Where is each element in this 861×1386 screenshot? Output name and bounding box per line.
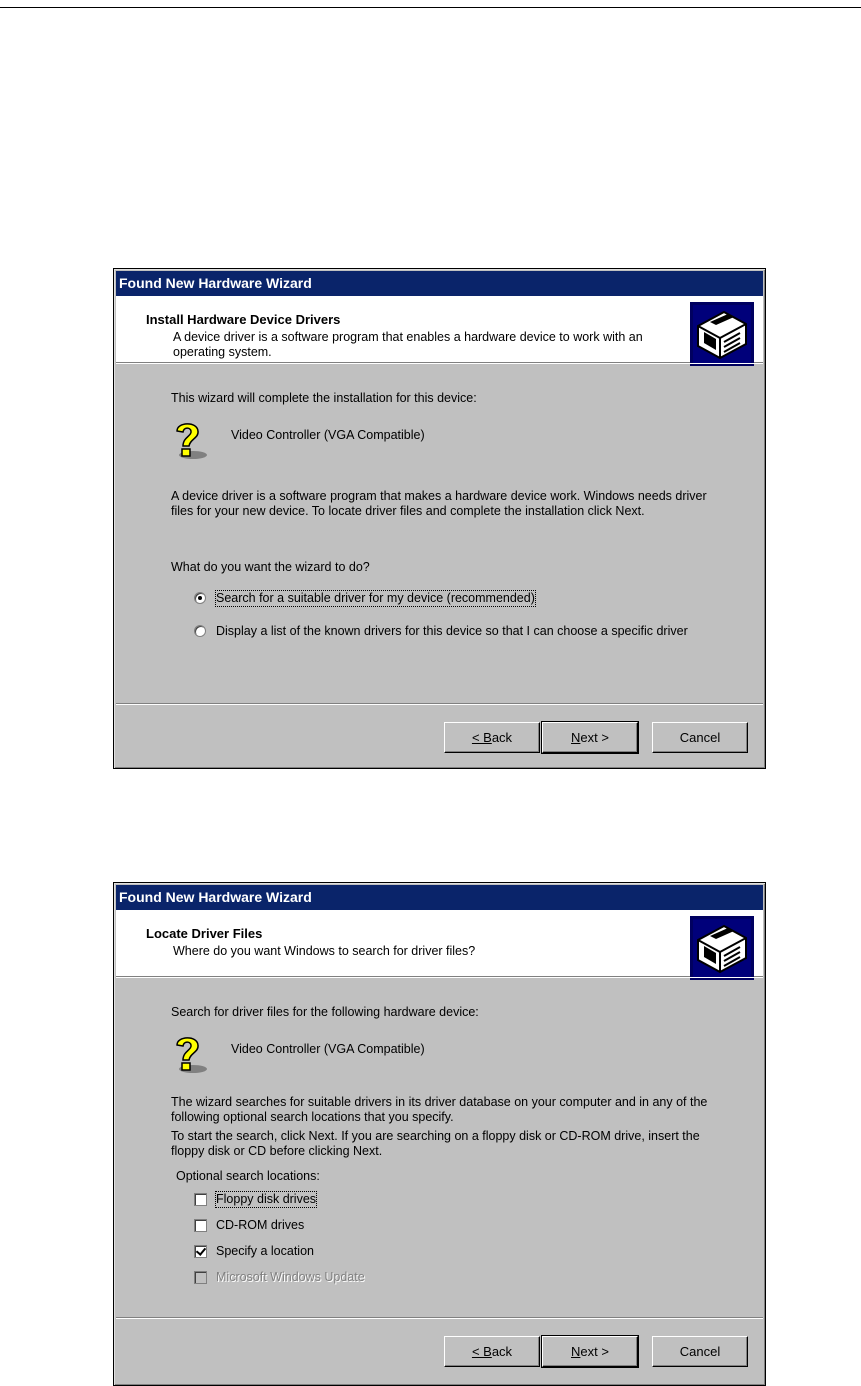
checkbox-cdrom[interactable] bbox=[194, 1218, 494, 1234]
radio-button-selected[interactable] bbox=[194, 592, 206, 604]
checkbox-label: Microsoft Windows Update bbox=[216, 1270, 365, 1284]
option-display-list[interactable] bbox=[194, 624, 714, 656]
checkbox-windows-update bbox=[194, 1270, 494, 1286]
checkbox-disabled bbox=[194, 1271, 207, 1284]
back-button[interactable]: < Back bbox=[444, 722, 540, 753]
wizard-header bbox=[116, 296, 763, 363]
checkbox[interactable] bbox=[194, 1219, 207, 1232]
footer-separator bbox=[116, 703, 763, 705]
checkbox-specify-location[interactable] bbox=[194, 1244, 494, 1260]
page-top-rule bbox=[0, 7, 861, 8]
header-title: Install Hardware Device Drivers bbox=[146, 312, 341, 327]
checkbox-label: Floppy disk drives bbox=[216, 1192, 317, 1206]
unknown-device-question-icon bbox=[171, 419, 209, 463]
locations-label: Optional search locations: bbox=[176, 1169, 320, 1183]
device-name: Video Controller (VGA Compatible) bbox=[231, 428, 425, 442]
wizard-dialog-install-drivers bbox=[113, 268, 766, 769]
hardware-wizard-icon bbox=[690, 916, 754, 980]
checkbox-label: Specify a location bbox=[216, 1244, 314, 1258]
wizard-header bbox=[116, 910, 763, 977]
cancel-button[interactable]: Cancel bbox=[652, 1336, 748, 1367]
next-button[interactable]: Next > bbox=[542, 722, 638, 753]
checkbox[interactable] bbox=[194, 1193, 207, 1206]
back-button[interactable]: < Back bbox=[444, 1336, 540, 1367]
wizard-dialog-locate-files bbox=[113, 882, 766, 1386]
header-title: Locate Driver Files bbox=[146, 926, 263, 941]
header-subtitle: A device driver is a software program that enables a hardware device to work with an operating system. bbox=[173, 330, 643, 359]
checkbox-floppy[interactable] bbox=[194, 1192, 494, 1208]
option-label: Display a list of the known drivers for this device so that I can choose a specific driver bbox=[216, 624, 688, 638]
footer-separator bbox=[116, 1317, 763, 1319]
option-search-driver[interactable] bbox=[194, 591, 714, 607]
header-subtitle: Where do you want Windows to search for driver files? bbox=[173, 944, 476, 958]
dialog-title-bar[interactable]: Found New Hardware Wizard bbox=[116, 885, 763, 910]
description-paragraph: The wizard searches for suitable drivers in its driver database on your computer and in any of the following optional search locations that you specify. bbox=[171, 1095, 708, 1124]
dialog-title-bar[interactable]: Found New Hardware Wizard bbox=[116, 271, 763, 296]
option-label: Search for a suitable driver for my device (recommended) bbox=[216, 591, 535, 605]
question-text: What do you want the wizard to do? bbox=[171, 560, 370, 574]
checkbox-checked[interactable] bbox=[194, 1245, 207, 1258]
hardware-wizard-icon bbox=[690, 302, 754, 366]
unknown-device-question-icon bbox=[171, 1033, 209, 1077]
checkbox-label: CD-ROM drives bbox=[216, 1218, 305, 1232]
cancel-button[interactable]: Cancel bbox=[652, 722, 748, 753]
intro-text: This wizard will complete the installation for this device: bbox=[171, 391, 477, 405]
radio-button[interactable] bbox=[194, 625, 206, 637]
next-button[interactable]: Next > bbox=[542, 1336, 638, 1367]
device-name: Video Controller (VGA Compatible) bbox=[231, 1042, 425, 1056]
instruction-paragraph: To start the search, click Next. If you are searching on a floppy disk or CD-ROM drive, insert the floppy disk or CD before clicking Next. bbox=[171, 1129, 700, 1158]
intro-text: Search for driver files for the following hardware device: bbox=[171, 1005, 479, 1019]
description-paragraph: A device driver is a software program that makes a hardware device work. Windows needs driver files for your new device. To locate driver files and complete the installation click Next. bbox=[171, 489, 707, 518]
